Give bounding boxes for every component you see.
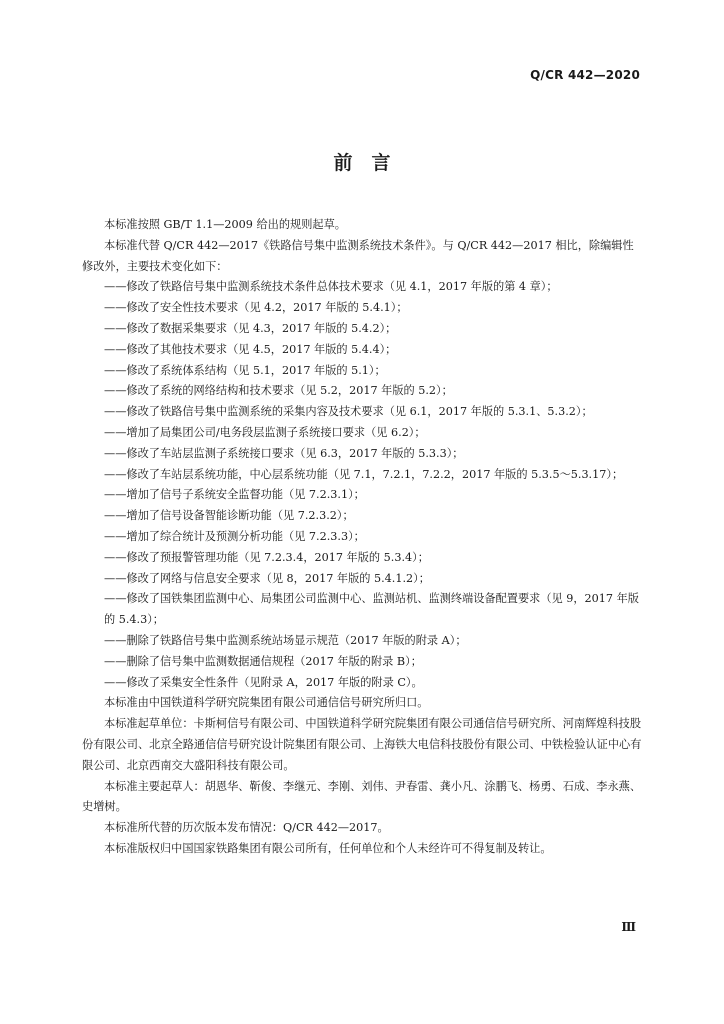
change-item: ——增加了信号子系统安全监督功能（见 7.2.3.1）； bbox=[104, 488, 365, 502]
paragraph-replaces: 本标准代替 Q/CR 442—2017《铁路信号集中监测系统技术条件》。与 Q/CR 442—2017 相比，除编辑性修改外，主要技术变化如下： bbox=[82, 238, 634, 273]
change-item: ——修改了其他技术要求（见 4.5，2017 年版的 5.4.4）； bbox=[104, 342, 397, 356]
change-item: ——修改了网络与信息安全要求（见 8，2017 年版的 5.4.1.2）； bbox=[104, 571, 430, 585]
change-item: ——修改了铁路信号集中监测系统技术条件总体技术要求（见 4.1，2017 年版的第 4 章）； bbox=[104, 280, 558, 294]
change-item: ——修改了国铁集团监测中心、局集团公司监测中心、监测站机、监测终端设备配置要求（见 9，2017 年版的 5.4.3）； bbox=[104, 592, 639, 627]
change-item: ——修改了安全性技术要求（见 4.2，2017 年版的 5.4.1）； bbox=[104, 301, 408, 315]
standard-code: Q/CR 442—2020 bbox=[530, 68, 640, 82]
page-number: Ⅲ bbox=[621, 920, 636, 934]
paragraph-responsible-unit: 本标准由中国铁道科学研究院集团有限公司通信信号研究所归口。 bbox=[104, 696, 429, 710]
paragraph-previous-editions: 本标准所代替的历次版本发布情况：Q/CR 442—2017。 bbox=[104, 821, 389, 835]
change-item: ——删除了铁路信号集中监测系统站场显示规范（2017 年版的附录 A）； bbox=[104, 633, 467, 647]
paragraph-copyright: 本标准版权归中国国家铁路集团有限公司所有，任何单位和个人未经许可不得复制及转让。 bbox=[104, 841, 552, 855]
paragraph-drafting-units: 本标准起草单位：卡斯柯信号有限公司、中国铁道科学研究院集团有限公司通信信号研究所、河南辉煌科技股份有限公司、北京全路通信信号研究设计院集团有限公司、上海铁大电信科技股份有限公司、中铁检验认证中心有限公司、北京西南交大盛阳科技有限公司。 bbox=[82, 717, 642, 772]
foreword-body bbox=[82, 215, 642, 860]
change-item: ——修改了车站层监测子系统接口要求（见 6.3，2017 年版的 5.3.3）； bbox=[104, 446, 464, 460]
change-item: ——修改了数据采集要求（见 4.3，2017 年版的 5.4.2）； bbox=[104, 321, 397, 335]
change-item: ——删除了信号集中监测数据通信规程（2017 年版的附录 B）； bbox=[104, 654, 422, 668]
change-item: ——修改了系统体系结构（见 5.1，2017 年版的 5.1）； bbox=[104, 363, 386, 377]
paragraph-drafting-rules: 本标准按照 GB/T 1.1—2009 给出的规则起草。 bbox=[104, 218, 346, 231]
change-item: ——修改了采集安全性条件（见附录 A，2017 年版的附录 C）。 bbox=[104, 675, 423, 689]
change-item: ——修改了铁路信号集中监测系统的采集内容及技术要求（见 6.1，2017 年版的 5.3.1、5.3.2）； bbox=[104, 405, 593, 419]
change-item: ——增加了综合统计及预测分析功能（见 7.2.3.3）； bbox=[104, 529, 365, 543]
change-item: ——增加了局集团公司/电务段层监测子系统接口要求（见 6.2）； bbox=[104, 425, 426, 439]
paragraph-drafters: 本标准主要起草人：胡恩华、靳俊、李继元、李刚、刘伟、尹春雷、龚小凡、涂鹏飞、杨勇、石成、李永燕、史增树。 bbox=[82, 779, 642, 814]
page-title: 前 言 bbox=[333, 152, 391, 174]
change-item: ——修改了系统的网络结构和技术要求（见 5.2，2017 年版的 5.2）； bbox=[104, 384, 453, 398]
change-item: ——增加了信号设备智能诊断功能（见 7.2.3.2）； bbox=[104, 509, 354, 523]
change-item: ——修改了预报警管理功能（见 7.2.3.4，2017 年版的 5.3.4）； bbox=[104, 550, 429, 564]
change-item: ——修改了车站层系统功能，中心层系统功能（见 7.1，7.2.1，7.2.2，2017 年版的 5.3.5～5.3.17）； bbox=[104, 467, 624, 481]
